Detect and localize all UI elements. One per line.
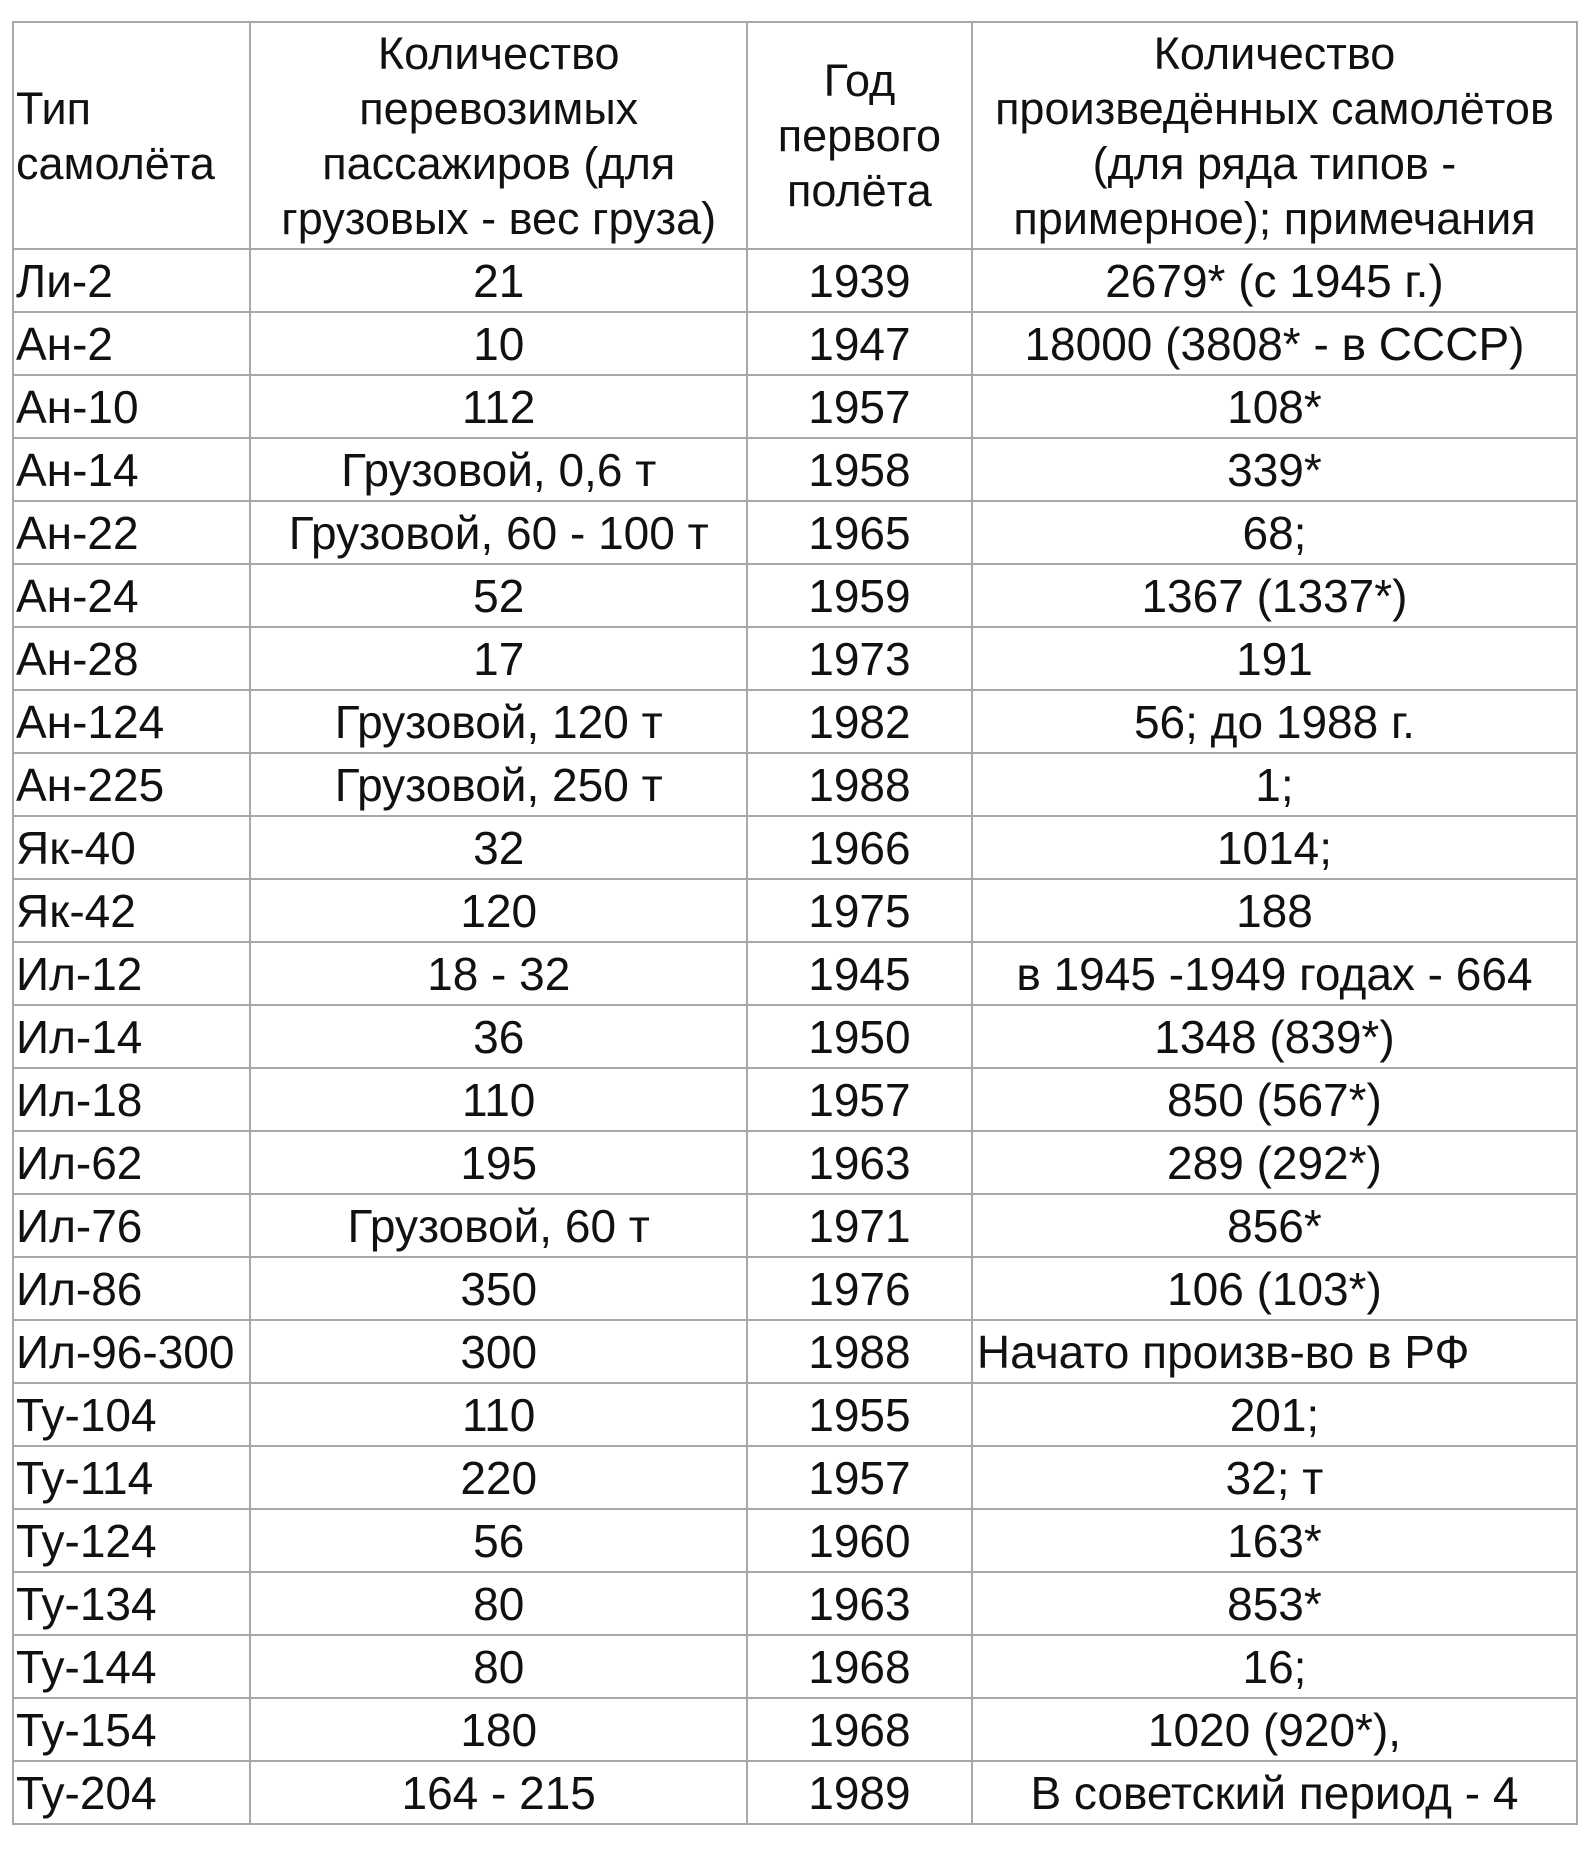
cell-quantity-produced: 108* bbox=[972, 375, 1577, 438]
header-first-flight-year-line: полёта bbox=[787, 165, 932, 216]
table-row bbox=[13, 627, 1577, 690]
cell-quantity-produced: 191 bbox=[972, 627, 1577, 690]
cell-aircraft-type: Як-42 bbox=[13, 879, 250, 942]
header-passenger-capacity-line: грузовых - вес груза) bbox=[281, 192, 717, 244]
table-row bbox=[13, 1068, 1577, 1131]
cell-passenger-capacity: 300 bbox=[250, 1320, 746, 1383]
cell-first-flight-year: 1963 bbox=[747, 1572, 972, 1635]
cell-first-flight-year: 1982 bbox=[747, 690, 972, 753]
cell-aircraft-type: Ил-12 bbox=[13, 942, 250, 1005]
cell-passenger-capacity: 195 bbox=[250, 1131, 746, 1194]
cell-quantity-produced: 16; bbox=[972, 1635, 1577, 1698]
table-row bbox=[13, 312, 1577, 375]
table-row bbox=[13, 1005, 1577, 1068]
cell-quantity-produced: В советский период - 4 bbox=[972, 1761, 1577, 1824]
table-row bbox=[13, 1761, 1577, 1824]
header-quantity-produced-line: Количество bbox=[1153, 27, 1396, 79]
header-quantity-produced bbox=[972, 22, 1577, 249]
header-passenger-capacity-line: пассажиров (для bbox=[322, 137, 676, 189]
cell-first-flight-year: 1989 bbox=[747, 1761, 972, 1824]
table-row bbox=[13, 1320, 1577, 1383]
cell-passenger-capacity: 120 bbox=[250, 879, 746, 942]
cell-first-flight-year: 1975 bbox=[747, 879, 972, 942]
cell-aircraft-type: Ан-24 bbox=[13, 564, 250, 627]
cell-passenger-capacity: 21 bbox=[250, 249, 746, 312]
cell-first-flight-year: 1968 bbox=[747, 1698, 972, 1761]
cell-first-flight-year: 1957 bbox=[747, 1068, 972, 1131]
header-first-flight-year-line: первого bbox=[777, 110, 942, 161]
cell-quantity-produced: 106 (103*) bbox=[972, 1257, 1577, 1320]
cell-passenger-capacity: 80 bbox=[250, 1635, 746, 1698]
cell-aircraft-type: Ту-134 bbox=[13, 1572, 250, 1635]
cell-quantity-produced: 2679* (с 1945 г.) bbox=[972, 249, 1577, 312]
table-row bbox=[13, 1446, 1577, 1509]
table-row bbox=[13, 816, 1577, 879]
cell-quantity-produced: Начато произв-во в РФ bbox=[972, 1320, 1577, 1383]
header-row bbox=[13, 22, 1577, 249]
cell-quantity-produced: в 1945 -1949 годах - 664 bbox=[972, 942, 1577, 1005]
cell-first-flight-year: 1959 bbox=[747, 564, 972, 627]
cell-first-flight-year: 1960 bbox=[747, 1509, 972, 1572]
cell-aircraft-type: Ту-114 bbox=[13, 1446, 250, 1509]
cell-quantity-produced: 32; т bbox=[972, 1446, 1577, 1509]
cell-passenger-capacity: Грузовой, 250 т bbox=[250, 753, 746, 816]
cell-first-flight-year: 1957 bbox=[747, 1446, 972, 1509]
cell-passenger-capacity: 164 - 215 bbox=[250, 1761, 746, 1824]
cell-quantity-produced: 856* bbox=[972, 1194, 1577, 1257]
cell-first-flight-year: 1976 bbox=[747, 1257, 972, 1320]
cell-passenger-capacity: Грузовой, 120 т bbox=[250, 690, 746, 753]
cell-quantity-produced: 163* bbox=[972, 1509, 1577, 1572]
cell-aircraft-type: Ан-22 bbox=[13, 501, 250, 564]
cell-aircraft-type: Ил-62 bbox=[13, 1131, 250, 1194]
cell-quantity-produced: 56; до 1988 г. bbox=[972, 690, 1577, 753]
header-aircraft-type-line: Тип bbox=[16, 82, 92, 134]
cell-quantity-produced: 853* bbox=[972, 1572, 1577, 1635]
cell-passenger-capacity: 10 bbox=[250, 312, 746, 375]
table-row bbox=[13, 249, 1577, 312]
cell-passenger-capacity: 180 bbox=[250, 1698, 746, 1761]
table-row bbox=[13, 753, 1577, 816]
header-passenger-capacity bbox=[250, 22, 746, 249]
cell-first-flight-year: 1966 bbox=[747, 816, 972, 879]
table-row bbox=[13, 1383, 1577, 1446]
cell-first-flight-year: 1968 bbox=[747, 1635, 972, 1698]
cell-quantity-produced: 1367 (1337*) bbox=[972, 564, 1577, 627]
table-row bbox=[13, 1257, 1577, 1320]
header-passenger-capacity-line: перевозимых bbox=[359, 82, 639, 134]
cell-quantity-produced: 1348 (839*) bbox=[972, 1005, 1577, 1068]
cell-first-flight-year: 1945 bbox=[747, 942, 972, 1005]
header-quantity-produced-line: (для ряда типов - bbox=[1092, 137, 1457, 189]
cell-first-flight-year: 1950 bbox=[747, 1005, 972, 1068]
cell-passenger-capacity: 220 bbox=[250, 1446, 746, 1509]
table-row bbox=[13, 1572, 1577, 1635]
cell-first-flight-year: 1939 bbox=[747, 249, 972, 312]
table-row bbox=[13, 1194, 1577, 1257]
cell-passenger-capacity: 112 bbox=[250, 375, 746, 438]
table-row bbox=[13, 1635, 1577, 1698]
cell-passenger-capacity: 18 - 32 bbox=[250, 942, 746, 1005]
cell-first-flight-year: 1973 bbox=[747, 627, 972, 690]
cell-quantity-produced: 1014; bbox=[972, 816, 1577, 879]
cell-aircraft-type: Ан-124 bbox=[13, 690, 250, 753]
cell-aircraft-type: Ан-28 bbox=[13, 627, 250, 690]
cell-aircraft-type: Як-40 bbox=[13, 816, 250, 879]
table-row bbox=[13, 564, 1577, 627]
header-passenger-capacity-line: Количество bbox=[377, 27, 620, 79]
cell-aircraft-type: Ту-204 bbox=[13, 1761, 250, 1824]
cell-aircraft-type: Ту-104 bbox=[13, 1383, 250, 1446]
aircraft-table bbox=[12, 21, 1578, 1825]
cell-quantity-produced: 201; bbox=[972, 1383, 1577, 1446]
cell-passenger-capacity: Грузовой, 0,6 т bbox=[250, 438, 746, 501]
cell-passenger-capacity: 350 bbox=[250, 1257, 746, 1320]
cell-passenger-capacity: 17 bbox=[250, 627, 746, 690]
header-quantity-produced-line: произведённых самолётов bbox=[995, 82, 1554, 134]
cell-aircraft-type: Ил-18 bbox=[13, 1068, 250, 1131]
cell-passenger-capacity: 32 bbox=[250, 816, 746, 879]
cell-first-flight-year: 1947 bbox=[747, 312, 972, 375]
cell-quantity-produced: 289 (292*) bbox=[972, 1131, 1577, 1194]
cell-passenger-capacity: 36 bbox=[250, 1005, 746, 1068]
cell-passenger-capacity: 52 bbox=[250, 564, 746, 627]
cell-passenger-capacity: 110 bbox=[250, 1383, 746, 1446]
cell-quantity-produced: 1; bbox=[972, 753, 1577, 816]
cell-aircraft-type: Ил-14 bbox=[13, 1005, 250, 1068]
cell-aircraft-type: Ил-86 bbox=[13, 1257, 250, 1320]
cell-aircraft-type: Ан-10 bbox=[13, 375, 250, 438]
cell-aircraft-type: Ту-154 bbox=[13, 1698, 250, 1761]
table-row bbox=[13, 1131, 1577, 1194]
cell-first-flight-year: 1958 bbox=[747, 438, 972, 501]
cell-aircraft-type: Ли-2 bbox=[13, 249, 250, 312]
cell-quantity-produced: 850 (567*) bbox=[972, 1068, 1577, 1131]
cell-passenger-capacity: 56 bbox=[250, 1509, 746, 1572]
cell-passenger-capacity: 80 bbox=[250, 1572, 746, 1635]
table-row bbox=[13, 1509, 1577, 1572]
cell-quantity-produced: 68; bbox=[972, 501, 1577, 564]
cell-quantity-produced: 188 bbox=[972, 879, 1577, 942]
header-first-flight-year-line: Год bbox=[823, 55, 896, 106]
cell-passenger-capacity: Грузовой, 60 т bbox=[250, 1194, 746, 1257]
header-aircraft-type-line: самолёта bbox=[16, 137, 215, 189]
table-row bbox=[13, 1698, 1577, 1761]
cell-first-flight-year: 1963 bbox=[747, 1131, 972, 1194]
table-row bbox=[13, 438, 1577, 501]
table-body bbox=[13, 249, 1577, 1824]
cell-aircraft-type: Ту-124 bbox=[13, 1509, 250, 1572]
table-row bbox=[13, 690, 1577, 753]
cell-first-flight-year: 1965 bbox=[747, 501, 972, 564]
header-aircraft-type bbox=[13, 22, 250, 249]
cell-passenger-capacity: 110 bbox=[250, 1068, 746, 1131]
cell-first-flight-year: 1957 bbox=[747, 375, 972, 438]
cell-first-flight-year: 1971 bbox=[747, 1194, 972, 1257]
cell-first-flight-year: 1955 bbox=[747, 1383, 972, 1446]
table-row bbox=[13, 501, 1577, 564]
cell-aircraft-type: Ту-144 bbox=[13, 1635, 250, 1698]
table-row bbox=[13, 879, 1577, 942]
table-row bbox=[13, 942, 1577, 1005]
cell-passenger-capacity: Грузовой, 60 - 100 т bbox=[250, 501, 746, 564]
cell-aircraft-type: Ан-14 bbox=[13, 438, 250, 501]
cell-aircraft-type: Ил-96-300 bbox=[13, 1320, 250, 1383]
cell-quantity-produced: 339* bbox=[972, 438, 1577, 501]
cell-aircraft-type: Ан-225 bbox=[13, 753, 250, 816]
cell-aircraft-type: Ан-2 bbox=[13, 312, 250, 375]
cell-aircraft-type: Ил-76 bbox=[13, 1194, 250, 1257]
header-first-flight-year bbox=[747, 22, 972, 249]
cell-quantity-produced: 1020 (920*), bbox=[972, 1698, 1577, 1761]
header-quantity-produced-line: примерное); примечания bbox=[1013, 192, 1536, 244]
table-row bbox=[13, 375, 1577, 438]
cell-first-flight-year: 1988 bbox=[747, 1320, 972, 1383]
cell-quantity-produced: 18000 (3808* - в СССР) bbox=[972, 312, 1577, 375]
cell-first-flight-year: 1988 bbox=[747, 753, 972, 816]
